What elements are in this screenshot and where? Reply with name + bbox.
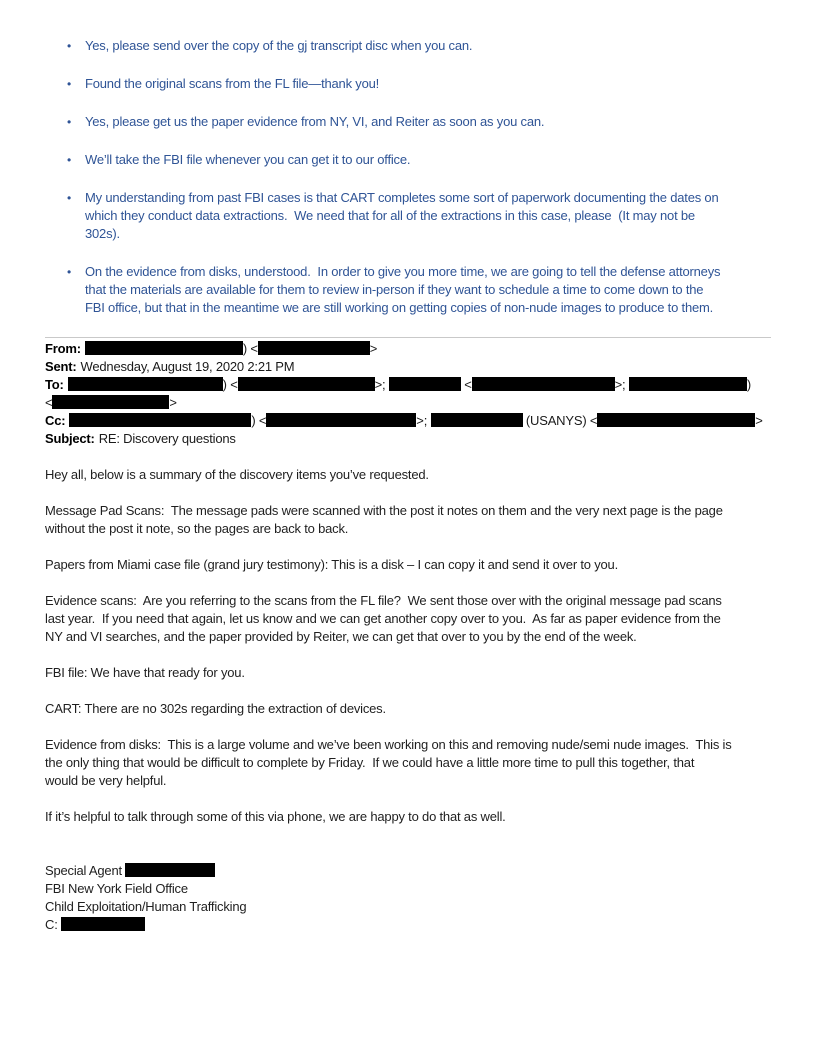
signature-line [45,916,771,934]
bullet-icon: • [67,115,72,129]
header-subject-line [45,430,771,448]
bullet-text: My understanding from past FBI cases is that CART completes some sort of paperwork documenting the dates on which they conduct data extractions. We need that for all of the extractions in this case, please (It may not be 302s). [85,190,719,241]
body-paragraph: If it’s helpful to talk through some of this via phone, we are happy to do that as well. [45,809,506,824]
body-paragraph: Evidence scans: Are you referring to the scans from the FL file? We sent those over with the original message pad scans last year. If you need that again, let us know and we can get another copy over to you. As far as paper evidence from the NY and VI searches, and the paper provided by Reiter, we can get that over to you by the end of the week. [45,593,722,644]
bullet-icon: • [67,153,72,167]
text-segment: (USANYS) < [522,413,598,428]
header-to-value [45,377,751,410]
bullet-text: Found the original scans from the FL file—thank you! [85,76,380,91]
signature-unit [45,899,246,914]
text-segment: < [460,377,472,392]
text-segment: ) [746,377,751,392]
text-segment: > [169,395,177,410]
text-segment: ) < [251,413,267,428]
bullet-text: We’ll take the FBI file whenever you can get it to our office. [85,152,411,167]
redaction-bar [52,395,169,409]
text-segment: < [45,395,53,410]
text-segment: Wednesday, August 19, 2020 2:21 PM [80,359,295,374]
header-cc-line [45,412,771,430]
header-label-subject: Subject: [45,431,95,446]
signature-line [45,880,771,898]
redaction-bar [125,863,215,877]
bullet-icon: • [67,39,72,53]
list-item [45,113,771,131]
redaction-bar [266,413,416,427]
text-segment: >; [614,377,629,392]
body-paragraph: Evidence from disks: This is a large volume and we’ve been working on this and removing nude/semi nude images. This is the only thing that would be difficult to complete by Friday. If we could have a little more time to pull this together, that would be very helpful. [45,737,732,788]
signature-office [45,881,188,896]
bullet-text: On the evidence from disks, understood. In order to give you more time, we are going to tell the defense attorneys that the materials are available for them to review in-person if they want to schedule a time to come down to the FBI office, but that in the meantime we are still working on getting copies of non-nude images to produce to them. [85,264,721,315]
signature-phone [45,917,145,932]
list-item [45,151,771,169]
redaction-bar [85,341,243,355]
redaction-bar [69,413,251,427]
header-subject-value [99,431,236,446]
text-segment: ) < [222,377,238,392]
text-segment: Special Agent [45,863,126,878]
list-item [45,189,771,243]
body-paragraph: FBI file: We have that ready for you. [45,665,245,680]
text-segment: C: [45,917,62,932]
signature-line [45,862,771,880]
body-paragraph: Papers from Miami case file (grand jury testimony): This is a disk – I can copy it and send it over to you. [45,557,618,572]
redaction-bar [68,377,223,391]
redaction-bar [431,413,523,427]
header-label-sent: Sent: [45,359,77,374]
redaction-bar [258,341,370,355]
header-cc-value [69,413,762,428]
header-from-value [85,341,377,356]
redaction-bar [389,377,461,391]
header-label-to: To: [45,377,64,392]
bullet-list [45,37,771,317]
text-segment: >; [416,413,431,428]
list-item [45,75,771,93]
bullet-icon: • [67,77,72,91]
text-segment: > [755,413,763,428]
bullet-icon: • [67,191,72,205]
list-item [45,263,771,317]
text-segment: FBI New York Field Office [45,881,188,896]
header-sent-line [45,358,771,376]
header-sent-value [81,359,295,374]
body-paragraph: CART: There are no 302s regarding the extraction of devices. [45,701,386,716]
list-item [45,37,771,55]
header-to-line [45,376,771,412]
text-segment: ) < [242,341,258,356]
bullet-icon: • [67,265,72,279]
signature-block [45,862,771,934]
redaction-bar [238,377,375,391]
signature-line [45,898,771,916]
redaction-bar [597,413,755,427]
header-from-line [45,340,771,358]
header-label-cc: Cc: [45,413,66,428]
redaction-bar [472,377,615,391]
text-segment: > [369,341,378,356]
bullet-text: Yes, please send over the copy of the gj transcript disc when you can. [85,38,473,53]
body-paragraph: Message Pad Scans: The message pads were scanned with the post it notes on them and the very next page is the page without the post it note, so the pages are back to back. [45,503,723,536]
header-label-from: From: [45,341,81,356]
redaction-bar [61,917,145,931]
redaction-bar [629,377,747,391]
email-header [45,337,771,448]
text-segment: RE: Discovery questions [98,431,236,446]
body-paragraph: Hey all, below is a summary of the discovery items you’ve requested. [45,467,429,482]
signature-agent [45,863,215,878]
text-segment: Child Exploitation/Human Trafficking [45,899,247,914]
email-body [45,448,771,826]
text-segment: >; [374,377,389,392]
bullet-text: Yes, please get us the paper evidence from NY, VI, and Reiter as soon as you can. [85,114,545,129]
